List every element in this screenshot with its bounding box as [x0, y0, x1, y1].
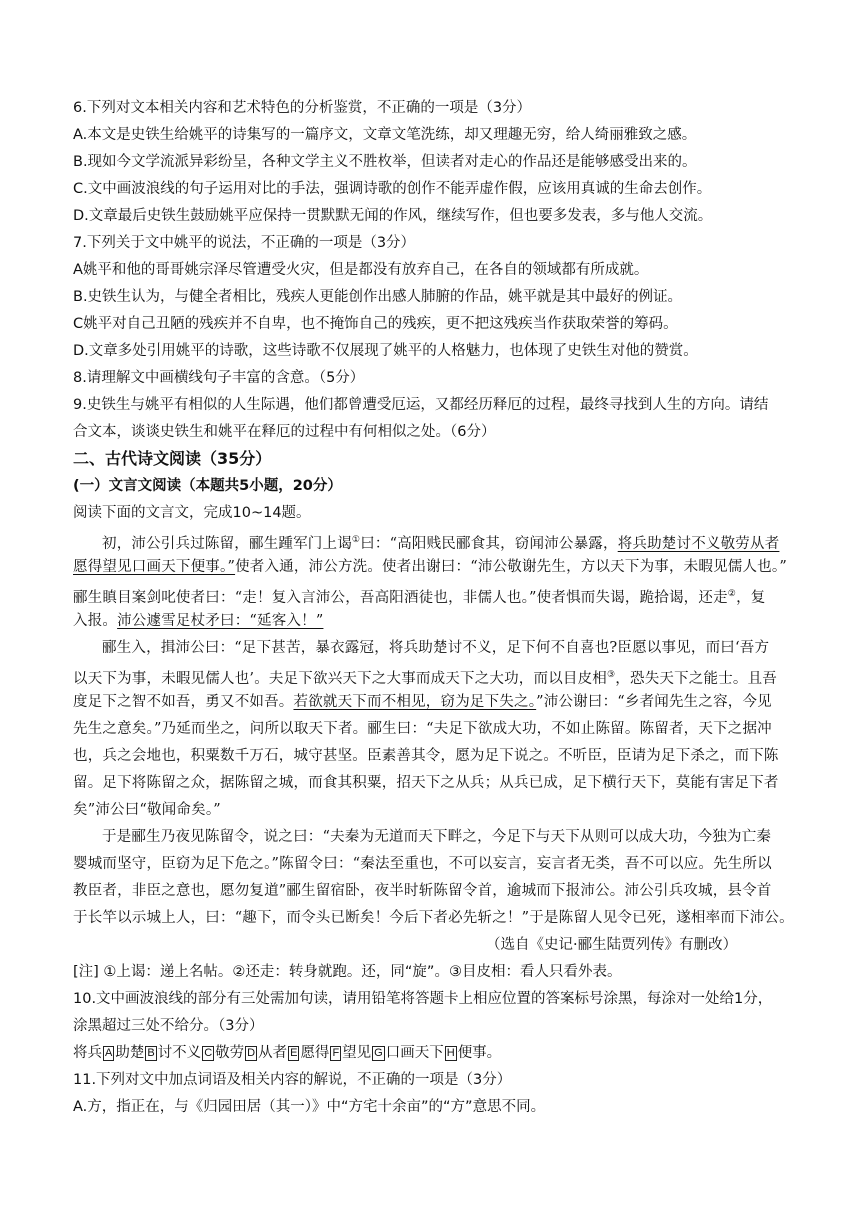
q9-stem-line1: 9.史铁生与姚平有相似的人生际遇，他们都曾遭受厄运，又都经历释厄的过程，最终寻找到人生的方向。请结 [73, 397, 769, 413]
passage-line: 入报。沛公遽雪足杖矛曰：“延客入！” [73, 613, 324, 629]
footnote: [注] ①上谒：递上名帖。②还走：转身就跑。还，同“旋”。③目皮相：看人只看外表。 [73, 964, 622, 980]
q10-punctuation-line: 将兵 A 助楚 B 讨不义 C 敬劳 D 从者 E 愿得 F 望见 G 口画天下 H 便事。 [73, 1045, 502, 1061]
q10-stem-line2: 涂黑超过三处不给分。（3分） [73, 1018, 264, 1034]
passage-line: 留。足下将陈留之众，据陈留之城，而食其积粟，招天下之从兵；从兵已成，足下横行天下，莫能有害足下者 [73, 775, 779, 791]
q7-stem: 7.下列关于文中姚平的说法，不正确的一项是（3分） [73, 235, 416, 251]
passage-line: 于是郦生乃夜见陈留令，说之曰：“夫秦为无道而天下畔之，今足下与天下从则可以成大功，今独为亡秦 [102, 829, 772, 845]
answer-mark-box[interactable]: A [105, 1046, 113, 1059]
wavy-underline-text: 将兵助楚讨不义敬劳从者 [617, 535, 780, 552]
passage-line: 度足下之智不如吾，勇又不如吾。若欲就天下而不相见，窃为足下失之。”沛公谢曰：“乡者闻先生之容，今见 [73, 694, 772, 710]
q6-option-a: A.本文是史铁生给姚平的诗集写的一篇序文，文章文笔洗练，却又理趣无穷，给人绮丽雅致之感。 [73, 127, 697, 143]
q6-stem: 6.下列对文本相关内容和艺术特色的分析鉴赏，不正确的一项是（3分） [73, 100, 532, 116]
underlined-sentence: 若欲就天下而不相见，窃为足下失之。 [293, 694, 537, 710]
passage-line: 以天下为事，未暇见儒人也’。夫足下欲兴天下之大事而成天下之大功，而以目皮相③，恐失天下之能士。且吾 [73, 670, 777, 687]
subsection-title: (一）文言文阅读（本题共5小题，20分） [73, 478, 342, 494]
reading-intro: 阅读下面的文言文，完成10~14题。 [73, 505, 311, 521]
passage-line: 于长竿以示城上人，曰：“趣下，而令头已断矣！今后下者必先斩之！”于是陈留人见令已死，遂相率而下沛公。 [73, 910, 794, 926]
answer-mark-box[interactable]: D [247, 1046, 256, 1059]
q6-option-d: D.文章最后史铁生鼓励姚平应保持一贯默默无闻的作风，继续写作，但也要多发表，多与他人交流。 [73, 208, 713, 224]
q7-option-c: C姚平对自己丑陋的残疾并不自卑，也不掩饰自己的残疾，更不把这残疾当作获取荣誉的筹码。 [73, 316, 678, 332]
q7-option-b: B.史铁生认为，与健全者相比，残疾人更能创作出感人肺腑的作品，姚平就是其中最好的例证。 [73, 289, 683, 305]
answer-mark-box[interactable]: H [446, 1046, 455, 1059]
passage-line: 婴城而坚守，臣窃为足下危之。”陈留令曰：“秦法至重也，不可以妄言，妄言者无类，吾不可以应。先生所以 [73, 856, 772, 872]
underlined-sentence: 沛公遽雪足杖矛曰：“延客入！” [117, 613, 324, 629]
passage-line: 先生之意矣。”乃延而坐之，问所以取天下者。郦生曰：“夫足下欲成大功，不如止陈留。陈留者，天下之据冲 [73, 721, 772, 737]
passage-line: 矣”沛公曰“敬闻命矣。” [73, 802, 221, 818]
passage-line: 郦生瞋目案剑叱使者曰：“走！复入言沛公，吾高阳酒徒也，非儒人也。”使者惧而失谒，跪拾谒，还走②，复 [73, 589, 766, 606]
answer-mark-box[interactable]: B [147, 1046, 155, 1059]
passage-line: 教臣者，非臣之意也，愿勿复道”郦生留宿卧，夜半时斩陈留令首，逾城而下报沛公。沛公引兵攻城，县令首 [73, 883, 772, 899]
q11-stem: 11.下列对文中加点词语及相关内容的解说，不正确的一项是（3分） [73, 1072, 512, 1088]
answer-mark-box[interactable]: G [374, 1046, 383, 1059]
passage-line: 愿得望见口画天下便事。”使者入通，沛公方洗。使者出谢曰：“沛公敬谢先生，方以天下为事，未暇见儒人也。” [73, 559, 787, 575]
q7-option-a: A姚平和他的哥哥姚宗泽尽管遭受火灾，但是都没有放弃自己，在各自的领域都有所成就。 [73, 262, 649, 278]
answer-mark-box[interactable]: E [290, 1046, 298, 1059]
passage-line: 郦生入，揖沛公曰：“足下甚苦，暴衣露冠，将兵助楚讨不义，足下何不自喜也?臣愿以事见，而曰‘吾方 [102, 640, 770, 656]
section-title: 二、古代诗文阅读（35分） [73, 449, 272, 468]
answer-mark-box[interactable]: C [204, 1046, 213, 1059]
q7-option-d: D.文章多处引用姚平的诗歌，这些诗歌不仅展现了姚平的人格魅力，也体现了史铁生对他的赞赏。 [73, 343, 698, 359]
answer-mark-box[interactable]: F [332, 1046, 340, 1059]
q8-stem: 8.请理解文中画横线句子丰富的含意。（5分） [73, 370, 365, 386]
passage-source: （选自《史记·郦生陆贾列传》有删改） [486, 937, 738, 953]
q11-option-a: A.方，指正在，与《归园田居（其一）》中“方宅十余亩”的“方”意思不同。 [73, 1099, 546, 1115]
wavy-underline-text: 愿得望见口画天下便事。” [73, 559, 236, 575]
q9-stem-line2: 合文本，谈谈史铁生和姚平在释厄的过程中有何相似之处。（6分） [73, 424, 496, 440]
passage-line: 初，沛公引兵过陈留，郦生踵军门上谒①曰：“高阳贱民郦食其，窃闻沛公暴露，将兵助楚讨不义敬劳从者 [102, 535, 780, 552]
q6-option-c: C.文中画波浪线的句子运用对比的手法，强调诗歌的创作不能弄虚作假，应该用真诚的生命去创作。 [73, 181, 712, 197]
q6-option-b: B.现如今文学流派异彩纷呈，各种文学主义不胜枚举，但读者对走心的作品还是能够感受出来的。 [73, 154, 697, 170]
passage-line: 也，兵之会地也，积粟数千万石，城守甚坚。臣素善其令，愿为足下说之。不听臣，臣请为足下杀之，而下陈 [73, 748, 779, 764]
q10-stem-line1: 10.文中画波浪线的部分有三处需加句读，请用铅笔将答题卡上相应位置的答案标号涂黑，每涂对一处给1分， [73, 991, 773, 1007]
